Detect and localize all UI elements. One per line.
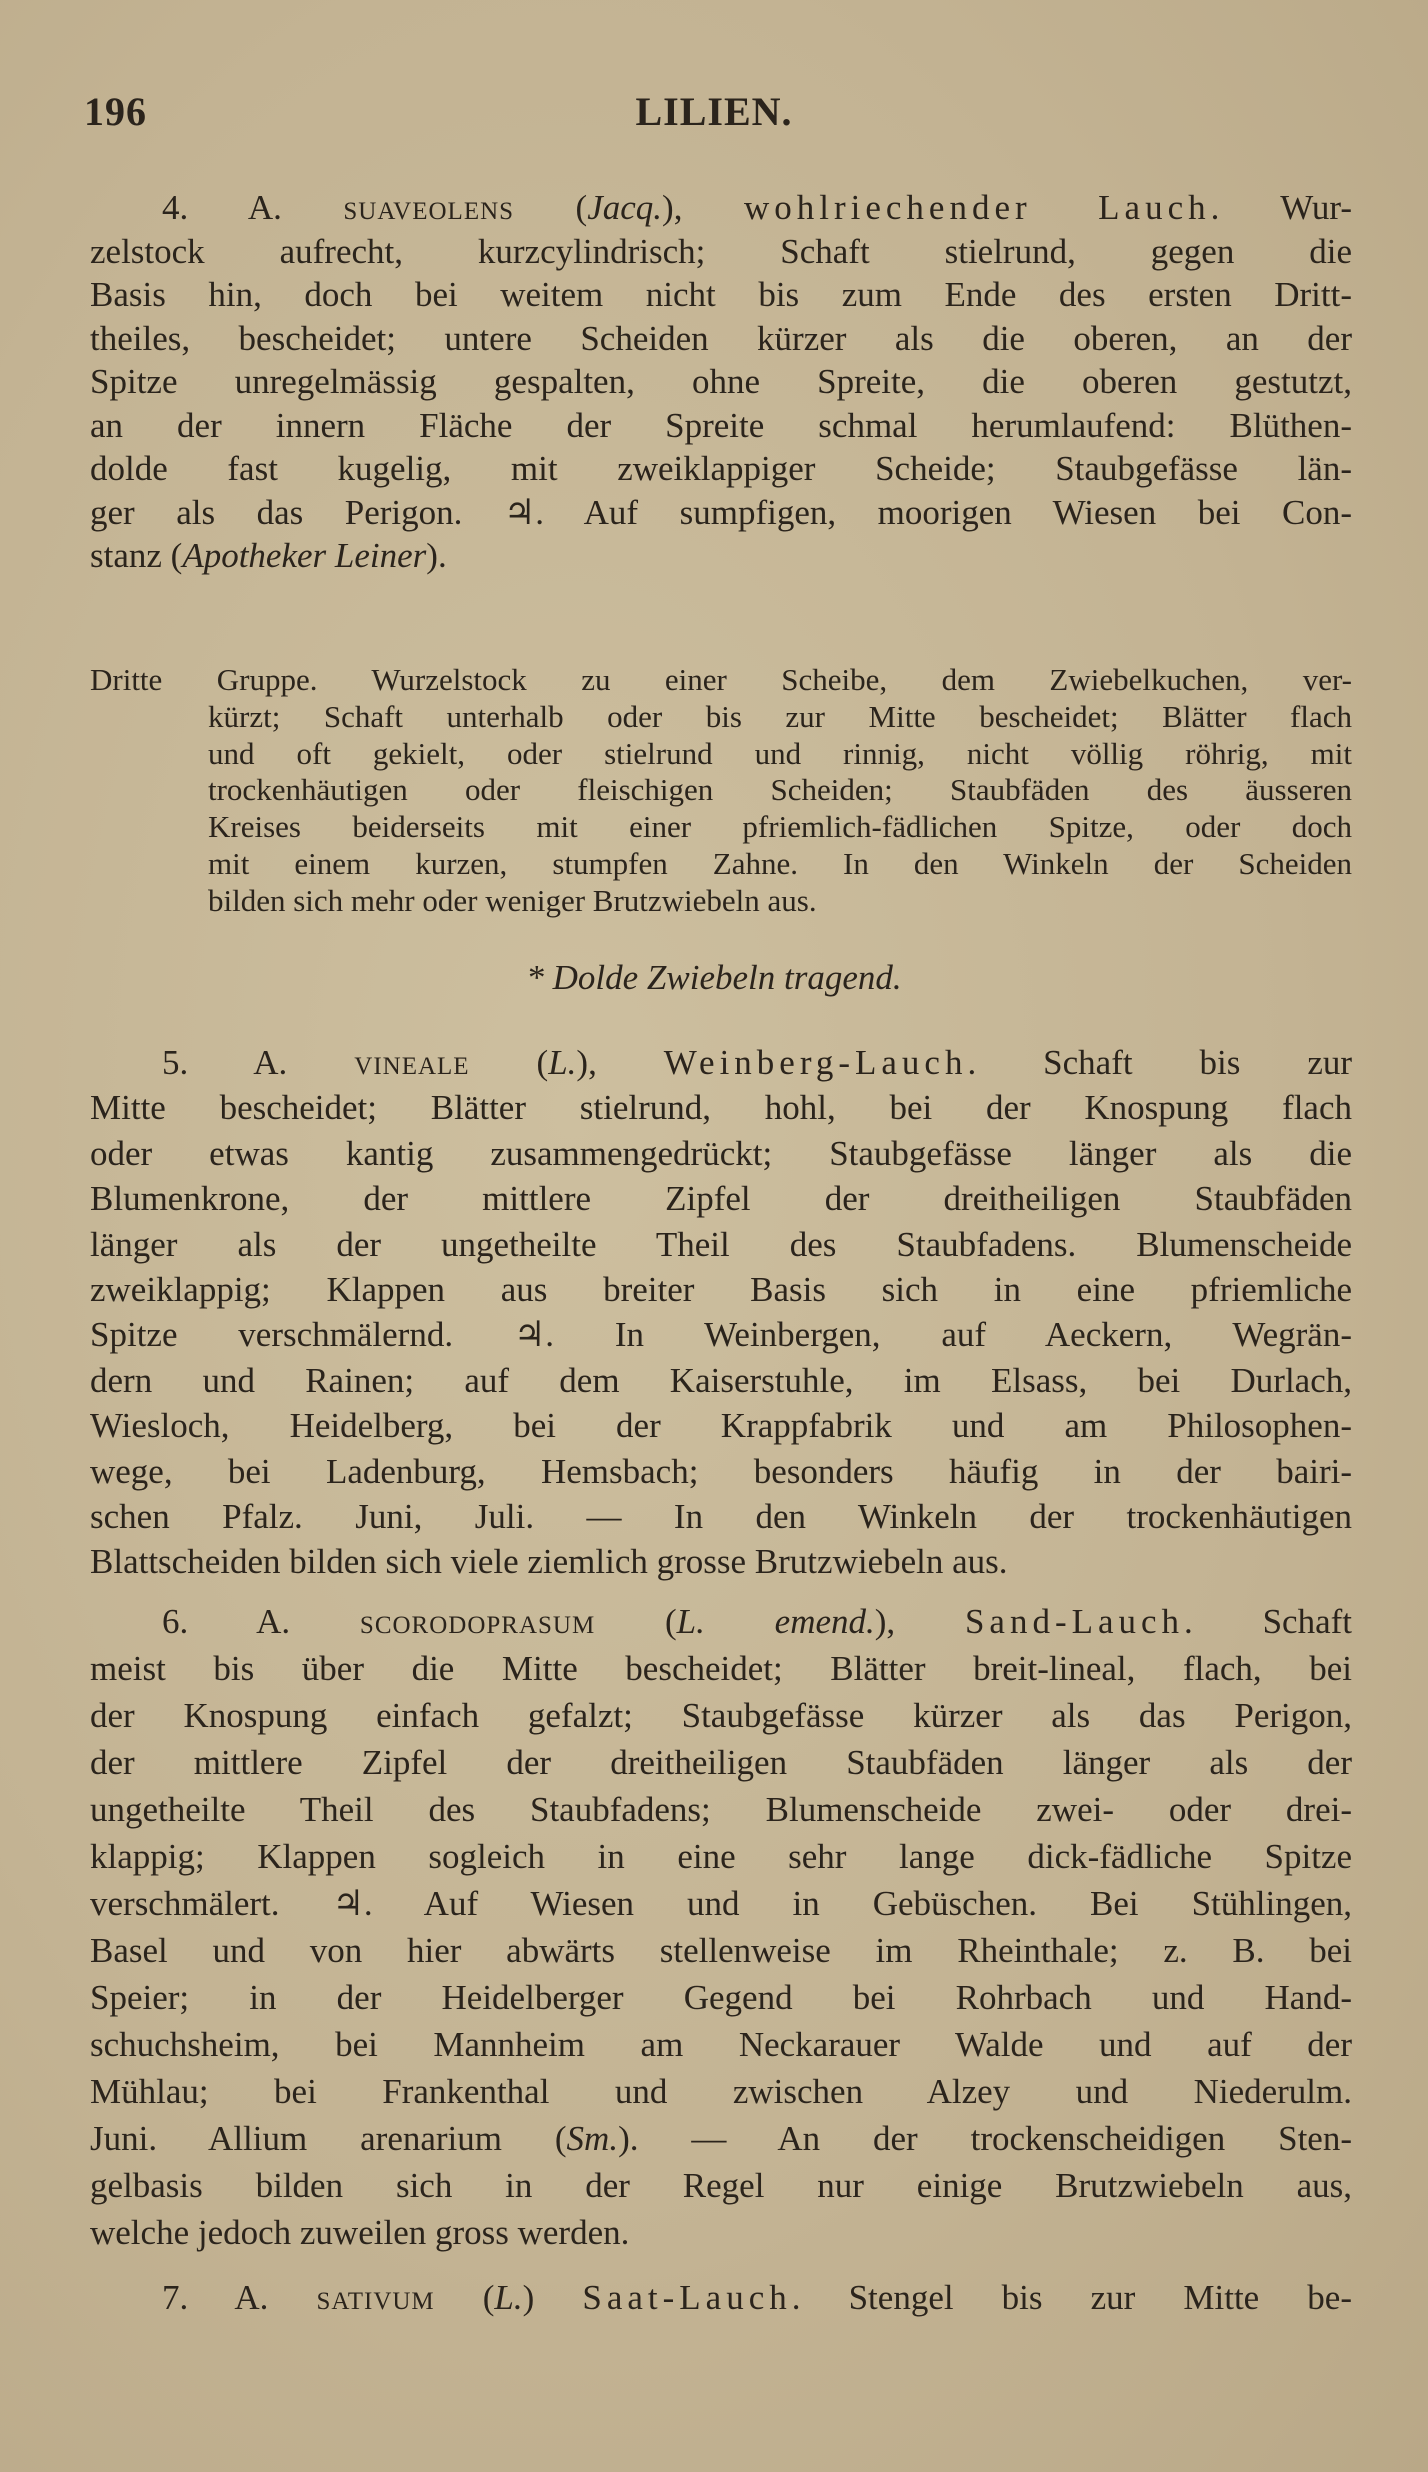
text-run: welche jedoch zuweilen gross werden. (90, 2213, 630, 2252)
text-run: zelstock aufrecht, kurzcylindrisch; Schaft stielrund, gegen die (90, 231, 1352, 271)
text-run: dolde fast kugelig, mit zweiklappiger Scheide; Staubgefässe län- (90, 449, 1352, 488)
text-line (90, 2068, 1352, 2115)
text-line (90, 1974, 1352, 2021)
species-name: scorodoprasum (359, 1602, 596, 1641)
text-run: 5. A. (162, 1043, 355, 1082)
text-run: zweiklappig; Klappen aus breiter Basis sich in eine pfriemliche (90, 1270, 1352, 1310)
text-line (90, 772, 1352, 809)
entry-allium-sativum (90, 2274, 1352, 2321)
italic-text: L. (494, 2278, 523, 2317)
text-line (90, 1312, 1352, 1357)
italic-text: L. (548, 1043, 577, 1082)
text-run: länger als der ungetheilte Theil des Staubfadens. Blumenscheide (90, 1224, 1352, 1264)
text-run: ungetheilte Theil des Staubfadens; Blumenscheide zwei- oder drei- (90, 1790, 1352, 1829)
species-name: vineale (354, 1043, 470, 1082)
text-line (90, 1539, 1352, 1584)
common-name: Sand-Lauch (964, 1602, 1185, 1641)
text-run: meist bis über die Mitte bescheidet; Blätter breit-lineal, flach, bei (90, 1649, 1352, 1688)
text-run: Dritte Gruppe. Wurzelstock zu einer Scheibe, dem Zwiebelkuchen, ver- (90, 662, 1352, 697)
text-line (90, 1358, 1352, 1403)
text-line (90, 1131, 1352, 1176)
text-line (90, 1880, 1352, 1927)
text-run: klappig; Klappen sogleich in eine sehr lange dick-fädliche Spitze (90, 1837, 1352, 1876)
text-run: schen Pfalz. Juni, Juli. — In den Winkeln der trockenhäutigen (90, 1497, 1352, 1537)
text-line (90, 846, 1352, 883)
text-run: ). — An der trockenscheidigen Sten- (618, 2119, 1352, 2158)
text-line (90, 1176, 1352, 1221)
group-description (90, 662, 1352, 920)
text-line (90, 1403, 1352, 1448)
text-run: ger als das Perigon. ♃. Auf sumpfigen, moorigen Wiesen bei Con- (90, 492, 1352, 532)
text-run: ), (662, 188, 744, 227)
text-run: an der innern Fläche der Spreite schmal herumlaufend: Blüthen- (90, 405, 1352, 445)
text-line (90, 2021, 1352, 2068)
text-run: . Wur- (1210, 188, 1352, 227)
text-run: der mittlere Zipfel der dreitheiligen Staubfäden länger als der (90, 1743, 1352, 1782)
text-line (90, 1692, 1352, 1739)
text-run: ), (576, 1043, 664, 1082)
common-name: Saat-Lauch (582, 2278, 792, 2317)
running-title: LILIEN. (635, 89, 793, 134)
text-run: Basel und von hier abwärts stellenweise im Rheinthale; z. B. bei (90, 1931, 1352, 1970)
text-run: dern und Rainen; auf dem Kaiserstuhle, im Elsass, bei Durlach, (90, 1360, 1352, 1400)
text-run: bilden sich mehr oder weniger Brutzwiebeln aus. (208, 882, 817, 918)
species-name: sativum (316, 2278, 435, 2317)
text-line (90, 2162, 1352, 2209)
italic-text: Apotheker Leiner (182, 536, 427, 575)
text-run: und oft gekielt, oder stielrund und rinnig, nicht völlig röhrig, mit (208, 735, 1352, 771)
entry-allium-vineale (90, 1040, 1352, 1585)
text-line (90, 1085, 1352, 1130)
text-line (90, 2115, 1352, 2162)
text-run: verschmälert. ♃. Auf Wiesen und in Gebüschen. Bei Stühlingen, (90, 1884, 1352, 1923)
text-run: Mühlau; bei Frankenthal und zwischen Alzey und Niederulm. (90, 2072, 1352, 2111)
text-run: kürzt; Schaft unterhalb oder bis zur Mitte bescheidet; Blätter flach (208, 698, 1352, 734)
text-run: ), (874, 1602, 965, 1641)
text-line (90, 186, 1352, 230)
text-line (90, 1927, 1352, 1974)
text-line (90, 1494, 1352, 1539)
text-run: . Schaft bis zur (967, 1043, 1353, 1082)
text-run: Juni. Allium arenarium ( (90, 2119, 567, 2158)
italic-text: Jacq. (587, 188, 663, 227)
italic-text: L. emend. (676, 1602, 875, 1641)
text-run: mit einem kurzen, stumpfen Zahne. In den Winkeln der Scheiden (208, 845, 1352, 881)
text-run: ( (469, 1043, 549, 1082)
text-run: Speier; in der Heidelberger Gegend bei Rohrbach und Hand- (90, 1978, 1352, 2017)
text-run: oder etwas kantig zusammengedrückt; Staubgefässe länger als die (90, 1133, 1352, 1173)
common-name: Weinberg-Lauch (663, 1043, 968, 1082)
text-run: Mitte bescheidet; Blätter stielrund, hohl, bei der Knospung flach (90, 1088, 1352, 1128)
text-line (90, 1598, 1352, 1645)
text-line (90, 2209, 1352, 2256)
text-run: trockenhäutigen oder fleischigen Scheiden; Staubfäden des äusseren (208, 772, 1352, 808)
common-name: wohlriechender Lauch (743, 188, 1211, 227)
text-line (90, 360, 1352, 404)
text-run: 4. A. (162, 188, 344, 227)
text-line (90, 1645, 1352, 1692)
entry-allium-suaveolens (90, 186, 1352, 578)
text-line (90, 2274, 1352, 2321)
text-run: ( (595, 1602, 677, 1641)
text-line (90, 534, 1352, 578)
text-run: Blattscheiden bilden sich viele ziemlich grosse Brutzwiebeln aus. (90, 1542, 1008, 1582)
text-run: . Stengel bis zur Mitte be- (791, 2278, 1352, 2317)
entry-allium-scorodoprasum (90, 1598, 1352, 2256)
text-line (90, 491, 1352, 535)
text-run: theiles, bescheidet; untere Scheiden kürzer als die oberen, an der (90, 318, 1352, 358)
text-line (90, 230, 1352, 274)
text-line (90, 447, 1352, 491)
text-line (90, 1040, 1352, 1085)
text-run: wege, bei Ladenburg, Hemsbach; besonders häufig in der bairi- (90, 1451, 1352, 1491)
text-run: schuchsheim, bei Mannheim am Neckarauer Walde und auf der (90, 2025, 1352, 2064)
text-line (90, 883, 1352, 920)
text-line (90, 1222, 1352, 1267)
text-run: gelbasis bilden sich in der Regel nur einige Brutzwiebeln aus, (90, 2166, 1352, 2205)
text-run: Kreises beiderseits mit einer pfriemlich-fädlichen Spitze, oder doch (208, 809, 1352, 845)
text-run: Blumenkrone, der mittlere Zipfel der dreitheiligen Staubfäden (90, 1179, 1352, 1219)
text-run: ) (522, 2278, 583, 2317)
page-number: 196 (84, 89, 147, 134)
subsection-heading: * Dolde Zwiebeln tragend. (526, 958, 902, 997)
text-run: ( (434, 2278, 495, 2317)
text-line (90, 1786, 1352, 1833)
text-line (90, 273, 1352, 317)
text-run: 6. A. (162, 1602, 360, 1641)
text-line (90, 699, 1352, 736)
text-run: Basis hin, doch bei weitem nicht bis zum Ende des ersten Dritt- (90, 275, 1352, 314)
text-run: ( (514, 188, 588, 227)
text-run: 7. A. (162, 2278, 317, 2317)
text-line (90, 404, 1352, 448)
text-run: Wiesloch, Heidelberg, bei der Krappfabrik und am Philosophen- (90, 1406, 1352, 1446)
text-line (90, 1449, 1352, 1494)
text-line (90, 1267, 1352, 1312)
text-run: der Knospung einfach gefalzt; Staubgefässe kürzer als das Perigon, (90, 1696, 1352, 1735)
italic-text: Sm. (566, 2119, 619, 2158)
text-line (90, 317, 1352, 361)
text-line (90, 1739, 1352, 1786)
text-line (90, 736, 1352, 773)
text-run: Spitze verschmälernd. ♃. In Weinbergen, auf Aeckern, Wegrän- (90, 1315, 1352, 1355)
text-run: stanz ( (90, 536, 183, 575)
text-run: ). (426, 536, 447, 575)
text-run: . Schaft (1184, 1602, 1352, 1641)
species-name: suaveolens (343, 188, 515, 227)
text-line (90, 662, 1352, 699)
text-line (90, 1833, 1352, 1880)
text-run: Spitze unregelmässig gespalten, ohne Spreite, die oberen gestutzt, (90, 362, 1352, 401)
text-line (90, 809, 1352, 846)
